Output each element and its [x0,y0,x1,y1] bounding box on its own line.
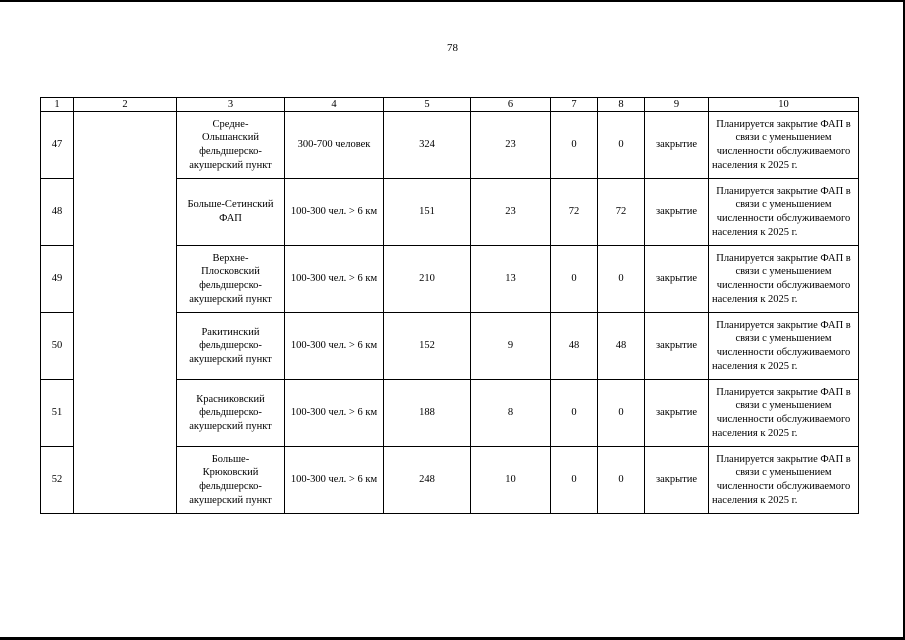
column-6-cell: 13 [471,246,551,313]
column-6-cell: 9 [471,313,551,380]
column-header-6: 6 [471,98,551,112]
action-cell: закрытие [645,179,709,246]
row-number-cell: 50 [41,313,74,380]
population-criterion-cell: 100-300 чел. > 6 км [285,179,384,246]
column-8-cell: 0 [598,447,645,514]
column-7-cell: 0 [551,112,598,179]
column-6-cell: 8 [471,380,551,447]
facilities-table [40,97,859,514]
column-header-5: 5 [384,98,471,112]
column-5-cell: 188 [384,380,471,447]
column-7-cell: 72 [551,179,598,246]
column-7-cell: 0 [551,246,598,313]
column-5-cell: 324 [384,112,471,179]
column-6-cell: 10 [471,447,551,514]
row-number-cell: 52 [41,447,74,514]
column-5-cell: 248 [384,447,471,514]
facility-name-cell: Красниковский фельдшерско- акушерский пункт [177,380,285,447]
action-cell: закрытие [645,112,709,179]
column-header-2: 2 [74,98,177,112]
row-number-cell: 49 [41,246,74,313]
facility-name-cell: Верхне- Плосковский фельдшерско- акушерский пункт [177,246,285,313]
column-8-cell: 0 [598,380,645,447]
column-8-cell: 0 [598,246,645,313]
scan-border-top [0,0,905,2]
district-cell [74,112,177,514]
facility-name-cell: Средне- Ольшанский фельдшерско- акушерский пункт [177,112,285,179]
action-cell: закрытие [645,313,709,380]
note-cell: Планируется закрытие ФАП в связи с уменьшением численности обслуживаемого населения к 2025 г. [709,380,859,447]
column-header-3: 3 [177,98,285,112]
page-number: 78 [447,42,458,54]
column-8-cell: 48 [598,313,645,380]
column-5-cell: 152 [384,313,471,380]
column-7-cell: 0 [551,380,598,447]
action-cell: закрытие [645,447,709,514]
column-5-cell: 210 [384,246,471,313]
action-cell: закрытие [645,246,709,313]
facility-name-cell: Больше- Крюковский фельдшерско- акушерский пункт [177,447,285,514]
column-header-4: 4 [285,98,384,112]
population-criterion-cell: 100-300 чел. > 6 км [285,313,384,380]
column-7-cell: 0 [551,447,598,514]
table-body [41,98,859,514]
column-header-7: 7 [551,98,598,112]
note-cell: Планируется закрытие ФАП в связи с уменьшением численности обслуживаемого населения к 2025 г. [709,447,859,514]
column-6-cell: 23 [471,179,551,246]
header-row [41,98,859,112]
note-cell: Планируется закрытие ФАП в связи с уменьшением численности обслуживаемого населения к 2025 г. [709,313,859,380]
row-number-cell: 51 [41,380,74,447]
column-5-cell: 151 [384,179,471,246]
note-cell: Планируется закрытие ФАП в связи с уменьшением численности обслуживаемого населения к 2025 г. [709,246,859,313]
column-header-10: 10 [709,98,859,112]
column-7-cell: 48 [551,313,598,380]
note-cell: Планируется закрытие ФАП в связи с уменьшением численности обслуживаемого населения к 2025 г. [709,112,859,179]
note-cell: Планируется закрытие ФАП в связи с уменьшением численности обслуживаемого населения к 2025 г. [709,179,859,246]
row-number-cell: 48 [41,179,74,246]
column-6-cell: 23 [471,112,551,179]
column-8-cell: 72 [598,179,645,246]
column-header-1: 1 [41,98,74,112]
action-cell: закрытие [645,380,709,447]
facility-name-cell: Больше-Сетинский ФАП [177,179,285,246]
population-criterion-cell: 100-300 чел. > 6 км [285,447,384,514]
column-8-cell: 0 [598,112,645,179]
row-number-cell: 47 [41,112,74,179]
table-row [41,112,859,179]
population-criterion-cell: 100-300 чел. > 6 км [285,380,384,447]
facility-name-cell: Ракитинский фельдшерско- акушерский пункт [177,313,285,380]
population-criterion-cell: 300-700 человек [285,112,384,179]
column-header-8: 8 [598,98,645,112]
population-criterion-cell: 100-300 чел. > 6 км [285,246,384,313]
column-header-9: 9 [645,98,709,112]
